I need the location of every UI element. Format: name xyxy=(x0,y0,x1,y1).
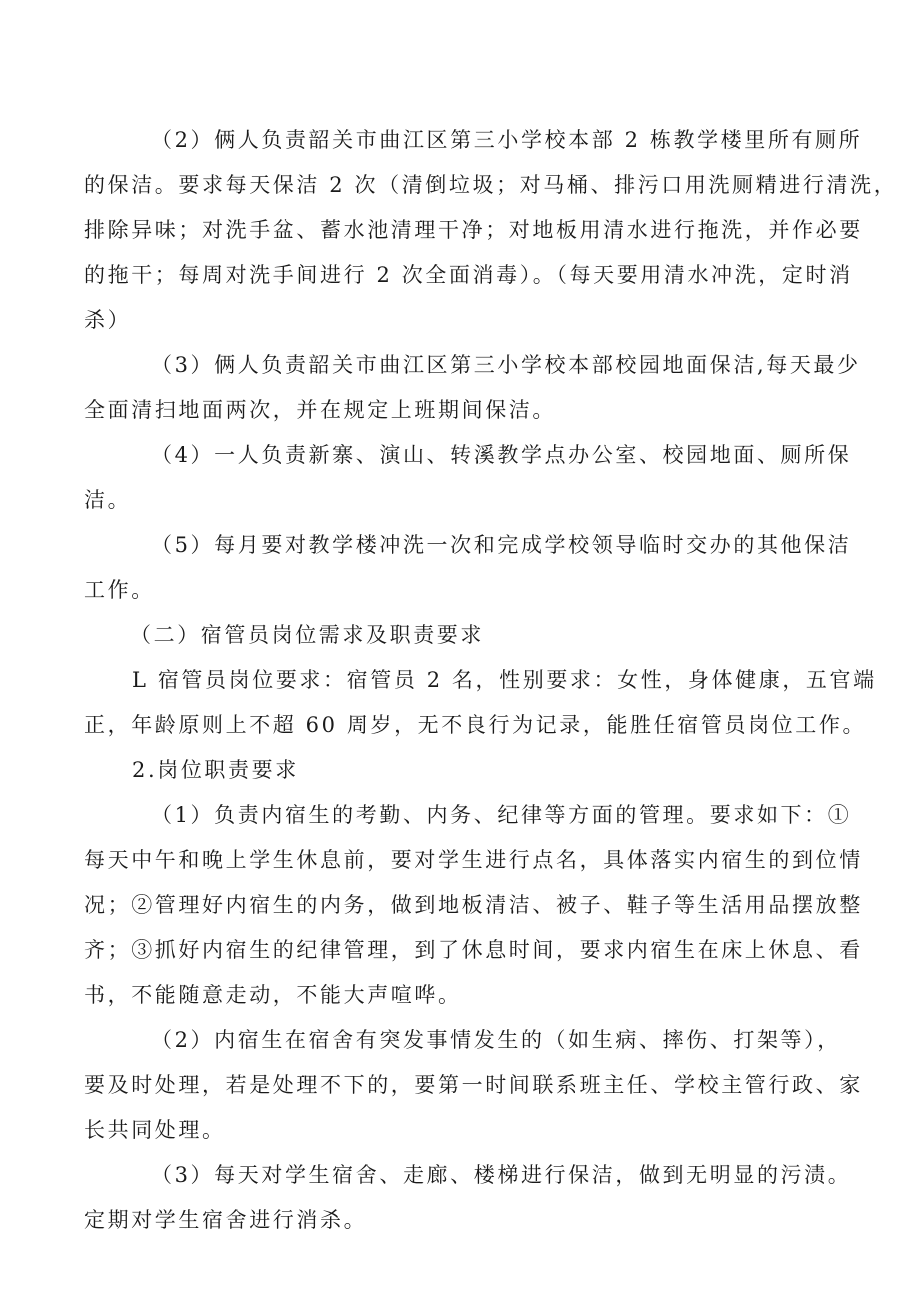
text-line: （5）每月要对教学楼冲洗一次和完成学校领导临时交办的其他保洁 xyxy=(151,533,852,557)
text-line: 书，不能随意走动，不能大声喧哗。 xyxy=(84,983,462,1007)
paragraph-duty-1 xyxy=(84,793,863,1018)
text-line: 况；②管理好内宿生的内务，做到地板清洁、被子、鞋子等生活用品摆放整 xyxy=(84,893,863,917)
section-heading-dorm-manager xyxy=(84,613,840,658)
text-line: 长共同处理。 xyxy=(84,1118,226,1142)
text-line: 杀） xyxy=(84,308,132,332)
paragraph-duty-3 xyxy=(84,1153,852,1243)
text-line: 定期对学生宿舍进行消杀。 xyxy=(84,1208,368,1232)
paragraph-campus-cleaning xyxy=(84,343,861,433)
paragraph-dorm-requirements xyxy=(84,658,877,748)
text-line: （1）负责内宿生的考勤、内务、纪律等方面的管理。要求如下：① xyxy=(151,803,852,827)
text-line: 每天中午和晚上学生休息前，要对学生进行点名，具体落实内宿生的到位情 xyxy=(84,848,863,872)
text-line: 的保洁。要求每天保洁 2 次（清倒垃圾；对马桶、排污口用洗厕精进行清洗， xyxy=(84,173,898,197)
text-line: （2）内宿生在宿舍有突发事情发生的（如生病、摔伤、打架等）， xyxy=(151,1028,841,1052)
paragraph-toilet-cleaning xyxy=(84,118,898,343)
text-line: （4）一人负责新寨、演山、转溪教学点办公室、校园地面、厕所保 xyxy=(151,443,852,467)
text-line: L 宿管员岗位要求：宿管员 2 名，性别要求：女性，身体健康，五官端 xyxy=(132,668,877,692)
paragraph-monthly-wash xyxy=(84,523,852,613)
text-line: （3）俩人负责韶关市曲江区第三小学校本部校园地面保洁,每天最少 xyxy=(151,353,861,377)
text-line: 洁。 xyxy=(84,488,132,512)
text-line: 的拖干；每周对洗手间进行 2 次全面消毒）。（每天要用清水冲洗，定时消 xyxy=(84,263,853,287)
text-line: 要及时处理，若是处理不下的，要第一时间联系班主任、学校主管行政、家 xyxy=(84,1073,863,1097)
text-line: 排除异味；对洗手盆、蓄水池清理干净；对地板用清水进行拖洗，并作必要 xyxy=(84,218,863,242)
paragraph-teaching-points xyxy=(84,433,852,523)
section-title: （二）宿管员岗位需求及职责要求 xyxy=(130,623,484,647)
text-line: 齐；③抓好内宿生的纪律管理，到了休息时间，要求内宿生在床上休息、看 xyxy=(84,938,863,962)
subsection-title: 2.岗位职责要求 xyxy=(132,758,299,782)
subheading-duties xyxy=(84,748,840,793)
text-line: 全面清扫地面两次，并在规定上班期间保洁。 xyxy=(84,398,556,422)
text-line: 正，年龄原则上不超 60 周岁，无不良行为记录，能胜任宿管员岗位工作。 xyxy=(84,713,867,737)
text-line: 工作。 xyxy=(84,578,155,602)
paragraph-duty-2 xyxy=(84,1018,863,1153)
text-line: （3）每天对学生宿舍、走廊、楼梯进行保洁，做到无明显的污渍。 xyxy=(151,1163,852,1187)
text-line: （2）俩人负责韶关市曲江区第三小学校本部 2 栋教学楼里所有厕所 xyxy=(151,128,863,152)
